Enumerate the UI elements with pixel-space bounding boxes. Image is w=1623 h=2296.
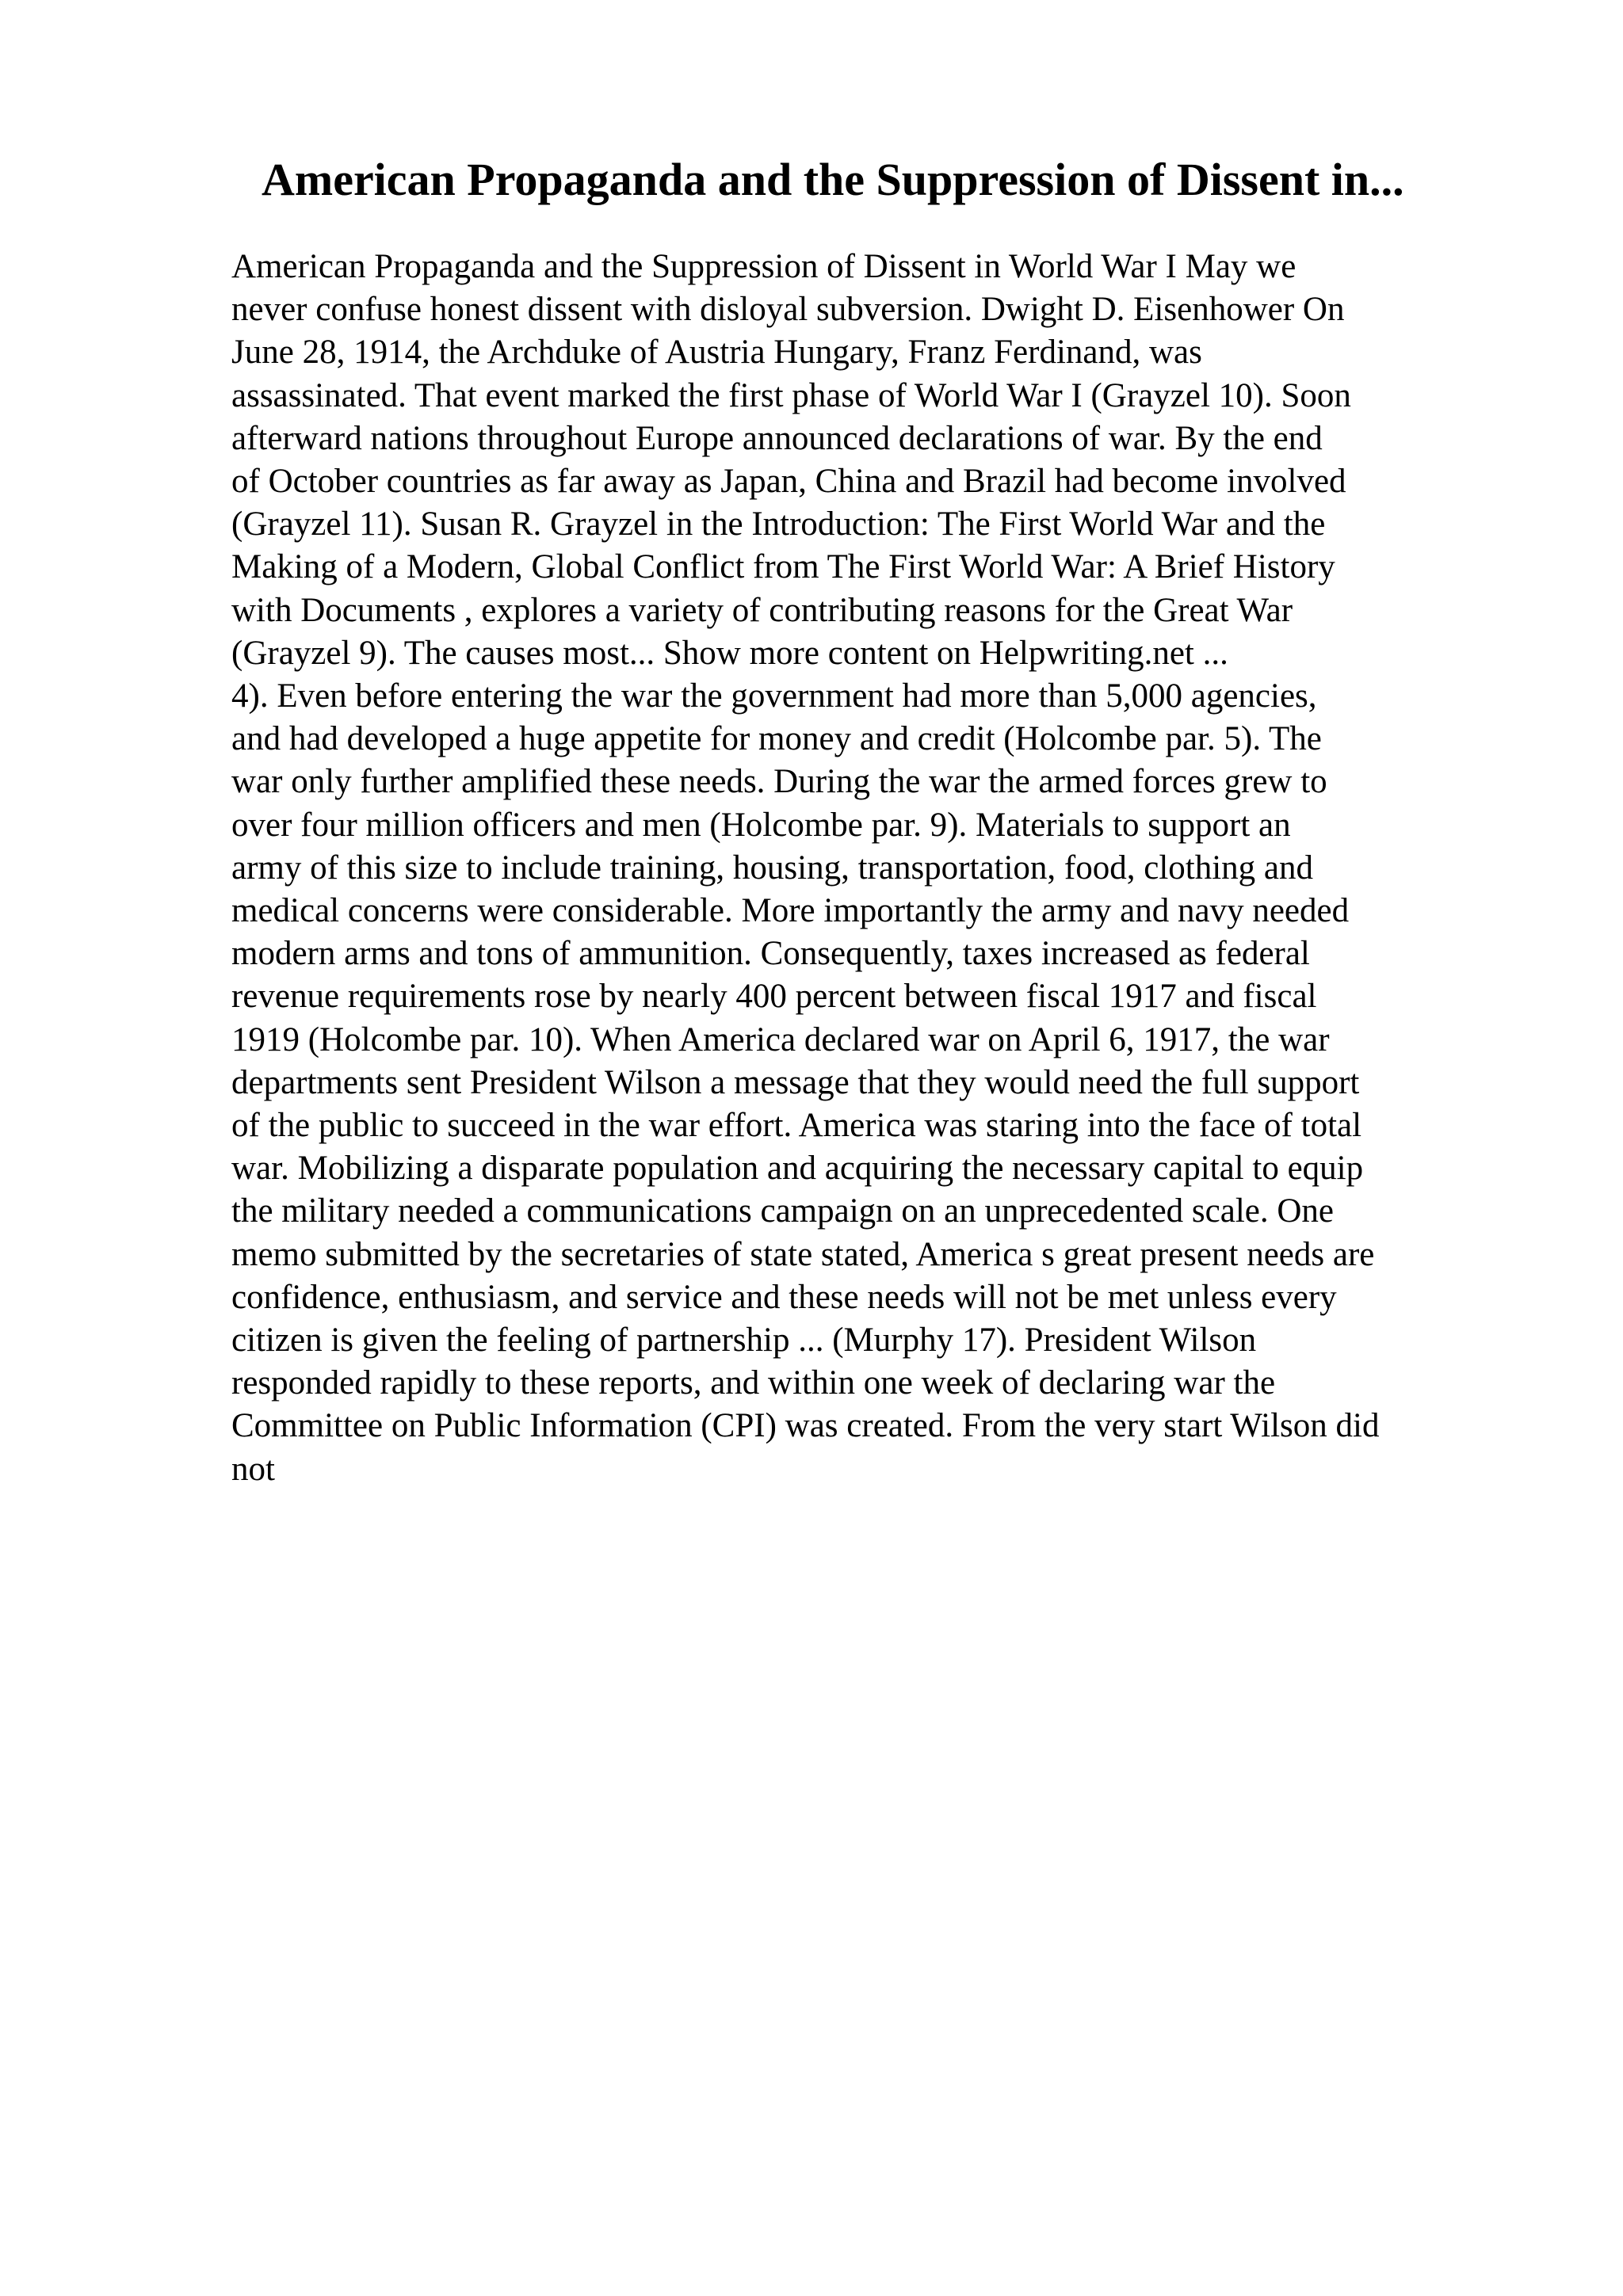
body-line: modern arms and tons of ammunition. Consequently, taxes increased as federal <box>231 935 1310 973</box>
body-line: American Propaganda and the Suppression of Dissent in World War I May we <box>231 248 1296 285</box>
body-line: medical concerns were considerable. More importantly the army and navy needed <box>231 892 1350 930</box>
body-line: war only further amplified these needs. During the war the armed forces grew to <box>231 763 1327 801</box>
body-line: (Grayzel 9). The causes most... Show more content on Helpwriting.net ... <box>231 634 1228 672</box>
body-line: afterward nations throughout Europe announced declarations of war. By the end <box>231 419 1323 457</box>
body-line: and had developed a huge appetite for money and credit (Holcombe par. 5). The <box>231 720 1322 758</box>
body-line: with Documents , explores a variety of contributing reasons for the Great War <box>231 591 1293 629</box>
body-line: not <box>231 1450 275 1488</box>
body-line: 4). Even before entering the war the government had more than 5,000 agencies, <box>231 677 1317 715</box>
body-line: the military needed a communications campaign on an unprecedented scale. One <box>231 1192 1334 1230</box>
body-line: war. Mobilizing a disparate population and acquiring the necessary capital to equip <box>231 1150 1364 1188</box>
body-line: memo submitted by the secretaries of state stated, America s great present needs are <box>231 1235 1375 1273</box>
body-line: assassinated. That event marked the first phase of World War I (Grayzel 10). Soon <box>231 376 1351 414</box>
body-line: responded rapidly to these reports, and within one week of declaring war the <box>231 1364 1276 1402</box>
body-line: 1919 (Holcombe par. 10). When America declared war on April 6, 1917, the war <box>231 1020 1330 1058</box>
body-line: never confuse honest dissent with disloyal subversion. Dwight D. Eisenhower On <box>231 291 1345 329</box>
document-title: American Propaganda and the Suppression of Dissent in... <box>262 154 1404 205</box>
body-line: confidence, enthusiasm, and service and these needs will not be met unless every <box>231 1278 1337 1316</box>
body-line: citizen is given the feeling of partnership ... (Murphy 17). President Wilson <box>231 1322 1257 1360</box>
body-line: of the public to succeed in the war effort. America was staring into the face of total <box>231 1107 1362 1145</box>
body-line: army of this size to include training, housing, transportation, food, clothing and <box>231 849 1313 887</box>
document-body <box>231 246 1594 1491</box>
body-line: revenue requirements rose by nearly 400 percent between fiscal 1917 and fiscal <box>231 978 1317 1016</box>
body-line: June 28, 1914, the Archduke of Austria Hungary, Franz Ferdinand, was <box>231 334 1202 372</box>
body-line: Committee on Public Information (CPI) was created. From the very start Wilson did <box>231 1407 1380 1445</box>
body-line: departments sent President Wilson a message that they would need the full support <box>231 1063 1360 1101</box>
body-line: of October countries as far away as Japan, China and Brazil had become involved <box>231 463 1346 501</box>
body-line: (Grayzel 11). Susan R. Grayzel in the Introduction: The First World War and the <box>231 505 1326 543</box>
body-line: Making of a Modern, Global Conflict from The First World War: A Brief History <box>231 548 1335 586</box>
body-line: over four million officers and men (Holcombe par. 9). Materials to support an <box>231 806 1291 844</box>
